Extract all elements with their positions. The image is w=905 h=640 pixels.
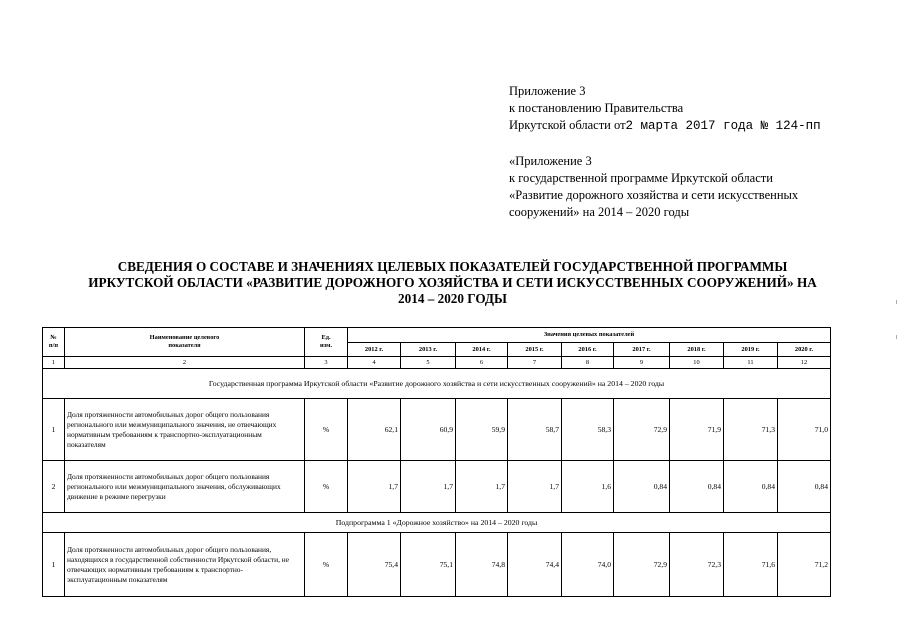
indicator-value: 71,6 bbox=[724, 533, 778, 597]
column-number: 1 bbox=[43, 357, 65, 369]
indicator-value: 75,4 bbox=[348, 533, 401, 597]
indicator-value: 0,84 bbox=[778, 461, 831, 513]
indicator-value: 1,6 bbox=[562, 461, 614, 513]
indicator-value: 59,9 bbox=[456, 399, 508, 461]
indicator-value: 0,84 bbox=[724, 461, 778, 513]
indicator-value: 74,4 bbox=[508, 533, 562, 597]
title-line-3: 2014 – 2020 ГОДЫ bbox=[398, 291, 507, 306]
indicator-value: 1,7 bbox=[401, 461, 456, 513]
indicator-value: 1,7 bbox=[348, 461, 401, 513]
indicator-value: 72,9 bbox=[614, 533, 670, 597]
appendix-date-prefix: Иркутской области от bbox=[509, 118, 626, 132]
indicator-value: 74,0 bbox=[562, 533, 614, 597]
header-year: 2016 г. bbox=[562, 343, 614, 357]
header-year: 2018 г. bbox=[670, 343, 724, 357]
indicator-value: 72,3 bbox=[670, 533, 724, 597]
indicator-value: 71,9 bbox=[670, 399, 724, 461]
appendix-date-line bbox=[509, 117, 821, 135]
column-number: 4 bbox=[348, 357, 401, 369]
header-name: Наименование целевого показателя bbox=[65, 328, 305, 357]
section-row bbox=[43, 369, 831, 399]
margin-mark bbox=[896, 300, 897, 304]
appendix-program-reference bbox=[509, 153, 798, 221]
title-line-2: ИРКУТСКОЙ ОБЛАСТИ «РАЗВИТИЕ ДОРОЖНОГО ХОЗЯЙСТВА И СЕТИ ИСКУССТВЕННЫХ СООРУЖЕНИЙ» НА bbox=[88, 275, 817, 290]
header-unit: Ед. изм. bbox=[305, 328, 348, 357]
program-appendix-line2: к государственной программе Иркутской области bbox=[509, 171, 773, 185]
indicators-table bbox=[42, 327, 831, 597]
section-title: Государственная программа Иркутской области «Развитие дорожного хозяйства и сети искусственных сооружений» на 2014 – 2020 годы bbox=[43, 369, 831, 399]
indicator-value: 71,2 bbox=[778, 533, 831, 597]
indicator-value: 58,7 bbox=[508, 399, 562, 461]
column-number: 7 bbox=[508, 357, 562, 369]
table-row bbox=[43, 399, 831, 461]
header-num: № п/п bbox=[43, 328, 65, 357]
indicator-value: 75,1 bbox=[401, 533, 456, 597]
header-year: 2012 г. bbox=[348, 343, 401, 357]
subprogram-title: Подпрограмма 1 «Дорожное хозяйство» на 2014 – 2020 годы bbox=[43, 513, 831, 533]
indicator-value: 60,9 bbox=[401, 399, 456, 461]
indicator-value: 0,84 bbox=[614, 461, 670, 513]
indicator-name: Доля протяженности автомобильных дорог общего пользования, находящихся в государственной собственности Иркутской области, не отвечающих нормативным требованиям к транспортно-эксплуатационным показателям bbox=[65, 533, 305, 597]
column-number: 12 bbox=[778, 357, 831, 369]
header-values-group: Значения целевых показателей bbox=[348, 328, 831, 343]
section2-rows bbox=[43, 533, 831, 597]
indicator-value: 1,7 bbox=[456, 461, 508, 513]
section1-rows bbox=[43, 399, 831, 513]
column-number: 2 bbox=[65, 357, 305, 369]
column-numbers-row bbox=[43, 357, 831, 369]
column-number: 3 bbox=[305, 357, 348, 369]
column-number: 10 bbox=[670, 357, 724, 369]
table-row bbox=[43, 461, 831, 513]
indicator-value: 1,7 bbox=[508, 461, 562, 513]
indicator-value: 62,1 bbox=[348, 399, 401, 461]
program-appendix-line3: «Развитие дорожного хозяйства и сети искусственных bbox=[509, 188, 799, 202]
column-number: 5 bbox=[401, 357, 456, 369]
section-row bbox=[43, 513, 831, 533]
program-appendix-number: «Приложение 3 bbox=[509, 154, 592, 168]
indicator-unit: % bbox=[305, 533, 348, 597]
indicator-value: 0,84 bbox=[670, 461, 724, 513]
header-year: 2019 г. bbox=[724, 343, 778, 357]
header-year: 2015 г. bbox=[508, 343, 562, 357]
document-title bbox=[40, 259, 865, 307]
row-number: 1 bbox=[43, 533, 65, 597]
column-number: 8 bbox=[562, 357, 614, 369]
header-year: 2017 г. bbox=[614, 343, 670, 357]
indicator-value: 72,9 bbox=[614, 399, 670, 461]
table-row bbox=[43, 533, 831, 597]
row-number: 2 bbox=[43, 461, 65, 513]
appendix-reference bbox=[509, 83, 821, 135]
column-number: 6 bbox=[456, 357, 508, 369]
header-year: 2020 г. bbox=[778, 343, 831, 357]
indicator-name: Доля протяженности автомобильных дорог общего пользования регионального или межмуниципального значения, не отвечающих нормативным требованиям к транспортно-эксплуатационным показателям bbox=[65, 399, 305, 461]
indicator-unit: % bbox=[305, 461, 348, 513]
title-line-1: СВЕДЕНИЯ О СОСТАВЕ И ЗНАЧЕНИЯХ ЦЕЛЕВЫХ ПОКАЗАТЕЛЕЙ ГОСУДАРСТВЕННОЙ ПРОГРАММЫ bbox=[117, 259, 788, 274]
row-number: 1 bbox=[43, 399, 65, 461]
margin-mark bbox=[896, 335, 897, 339]
header-year: 2013 г. bbox=[401, 343, 456, 357]
indicator-unit: % bbox=[305, 399, 348, 461]
column-number: 11 bbox=[724, 357, 778, 369]
indicator-value: 71,0 bbox=[778, 399, 831, 461]
header-year: 2014 г. bbox=[456, 343, 508, 357]
header-row-1 bbox=[43, 328, 831, 343]
indicator-value: 74,8 bbox=[456, 533, 508, 597]
program-appendix-line4: сооружений» на 2014 – 2020 годы bbox=[509, 205, 690, 219]
appendix-date-handwritten: 2 марта 2017 года № 124-пп bbox=[625, 119, 821, 133]
column-number: 9 bbox=[614, 357, 670, 369]
appendix-decree: к постановлению Правительства bbox=[509, 101, 684, 115]
indicator-value: 71,3 bbox=[724, 399, 778, 461]
indicator-name: Доля протяженности автомобильных дорог общего пользования регионального или межмуниципального значения, обслуживающих движение в режиме перегрузки bbox=[65, 461, 305, 513]
indicator-value: 58,3 bbox=[562, 399, 614, 461]
appendix-number: Приложение 3 bbox=[509, 84, 586, 98]
